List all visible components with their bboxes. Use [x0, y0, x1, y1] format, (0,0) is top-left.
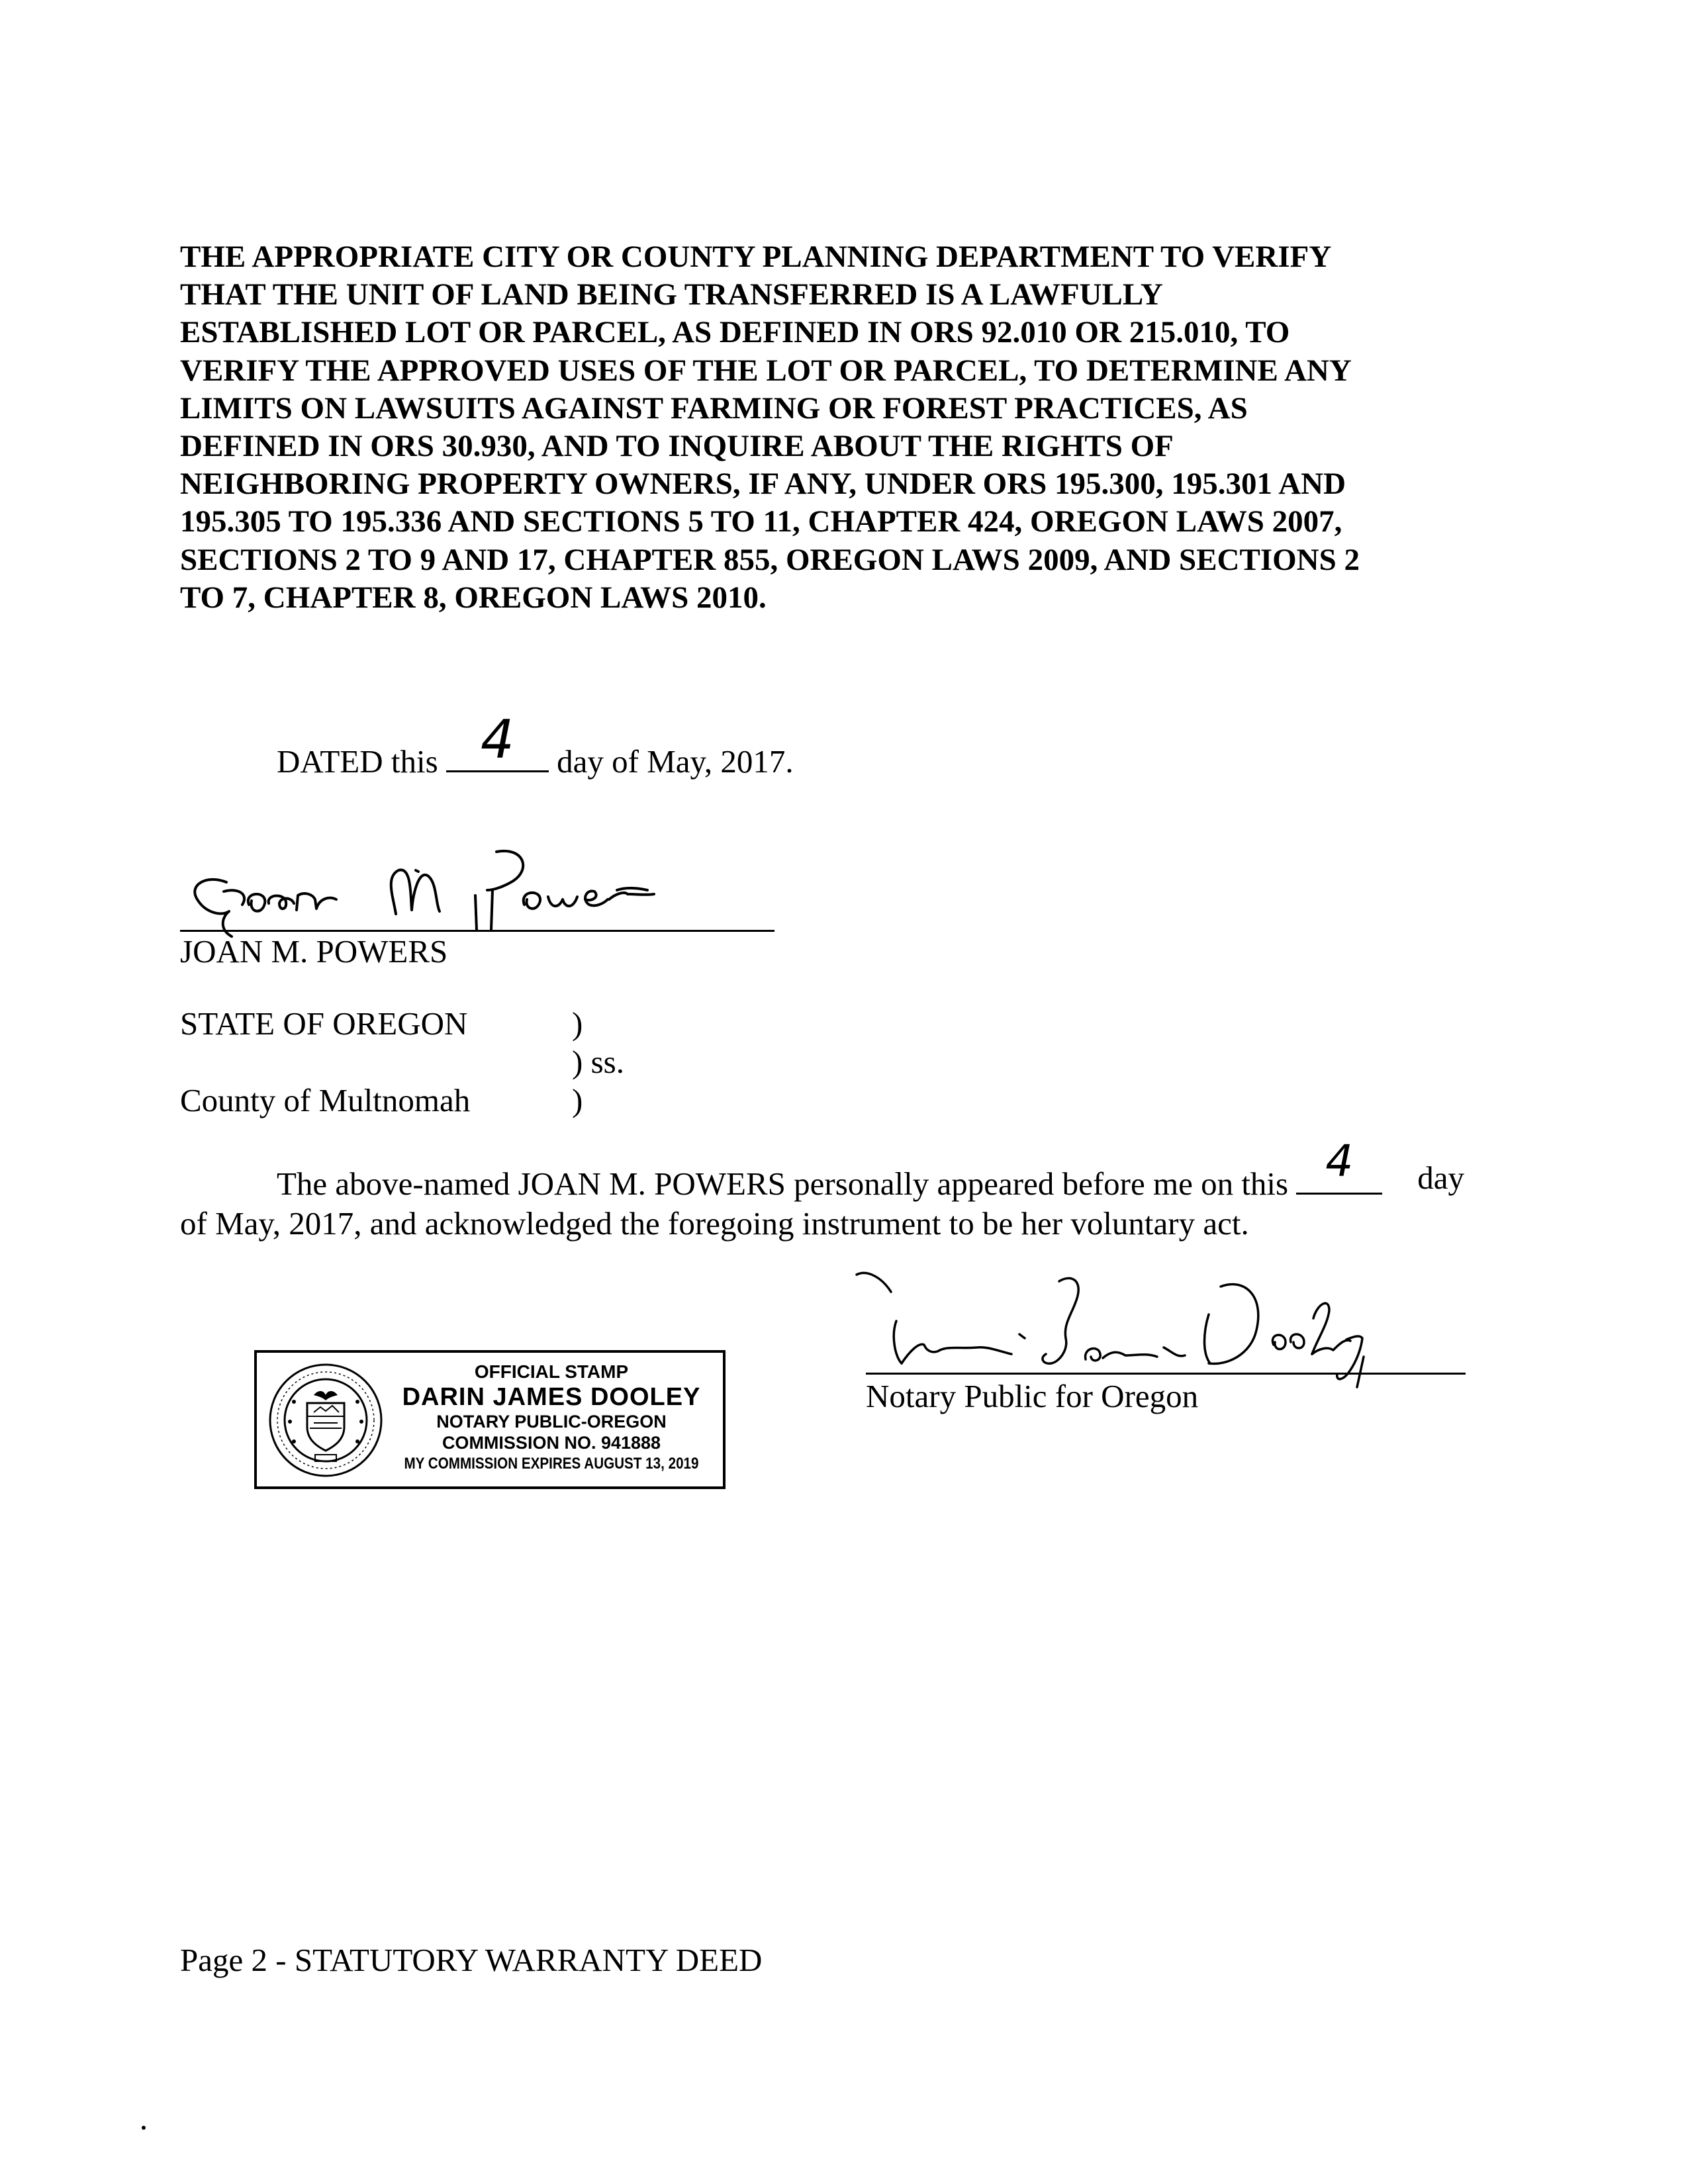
disclaimer-line: THAT THE UNIT OF LAND BEING TRANSFERRED IS A LAWFULLY: [180, 277, 1163, 312]
scan-speck: [142, 2126, 146, 2130]
stamp-heading: OFFICIAL STAMP: [474, 1361, 629, 1382]
notary-signature-icon: [841, 1257, 1476, 1390]
stamp-notary-public: NOTARY PUBLIC-OREGON: [436, 1412, 667, 1432]
disclaimer-paragraph: [180, 238, 1484, 617]
acknowledgment-line: of May, 2017, and acknowledged the foregoing instrument to be her voluntary act.: [180, 1205, 1249, 1242]
venue-state: STATE OF OREGON: [180, 1005, 468, 1042]
acknowledgment-line: [180, 1136, 1464, 1204]
disclaimer-line: 195.305 TO 195.336 AND SECTIONS 5 TO 11, CHAPTER 424, OREGON LAWS 2007,: [180, 504, 1342, 539]
disclaimer-line: NEIGHBORING PROPERTY OWNERS, IF ANY, UNDER ORS 195.300, 195.301 AND: [180, 467, 1346, 502]
venue-paren: ): [572, 1082, 583, 1118]
grantor-signature: [180, 831, 776, 943]
acknowledgment-day-word: day: [1417, 1160, 1464, 1196]
dated-day-blank: [446, 709, 549, 772]
notary-signature-line: [866, 1373, 1466, 1375]
venue-paren: ): [572, 1005, 583, 1042]
acknowledgment-prefix: The above-named JOAN M. POWERS personally appeared before me on this: [277, 1165, 1289, 1202]
dated-day-handwritten: 4: [480, 709, 514, 770]
stamp-commission-number: COMMISSION NO. 941888: [442, 1433, 661, 1453]
venue-ss: ) ss.: [572, 1044, 624, 1080]
disclaimer-line: ESTABLISHED LOT OR PARCEL, AS DEFINED IN ORS 92.010 OR 215.010, TO: [180, 315, 1290, 350]
dated-suffix: day of May, 2017.: [557, 743, 794, 780]
acknowledgment-day-blank: [1296, 1136, 1382, 1195]
disclaimer-line: DEFINED IN ORS 30.930, AND TO INQUIRE ABOUT THE RIGHTS OF: [180, 429, 1174, 464]
page-footer: Page 2 - STATUTORY WARRANTY DEED: [180, 1942, 763, 1978]
disclaimer-line: THE APPROPRIATE CITY OR COUNTY PLANNING DEPARTMENT TO VERIFY: [180, 240, 1332, 274]
oregon-state-seal-icon: [267, 1362, 384, 1479]
grantor-signature-icon: [180, 831, 776, 943]
notary-signature: [841, 1257, 1476, 1390]
dated-prefix: DATED this: [277, 743, 438, 780]
stamp-notary-name: DARIN JAMES DOOLEY: [402, 1383, 701, 1411]
notary-official-stamp: [254, 1350, 726, 1489]
stamp-text: [383, 1361, 720, 1475]
stamp-commission-expiry: MY COMMISSION EXPIRES AUGUST 13, 2019: [404, 1455, 699, 1473]
disclaimer-line: SECTIONS 2 TO 9 AND 17, CHAPTER 855, OREGON LAWS 2009, AND SECTIONS 2: [180, 542, 1360, 577]
disclaimer-line: LIMITS ON LAWSUITS AGAINST FARMING OR FOREST PRACTICES, AS: [180, 390, 1248, 426]
acknowledgment-paragraph: [180, 1136, 1464, 1244]
disclaimer-line: VERIFY THE APPROVED USES OF THE LOT OR PARCEL, TO DETERMINE ANY: [180, 353, 1352, 388]
grantor-printed-name: JOAN M. POWERS: [180, 933, 448, 970]
acknowledgment-day-handwritten: 4: [1325, 1136, 1354, 1187]
dated-line: [277, 709, 794, 782]
notary-title: Notary Public for Oregon: [866, 1378, 1199, 1414]
venue-county: County of Multnomah: [180, 1082, 471, 1118]
disclaimer-line: TO 7, CHAPTER 8, OREGON LAWS 2010.: [180, 580, 767, 615]
